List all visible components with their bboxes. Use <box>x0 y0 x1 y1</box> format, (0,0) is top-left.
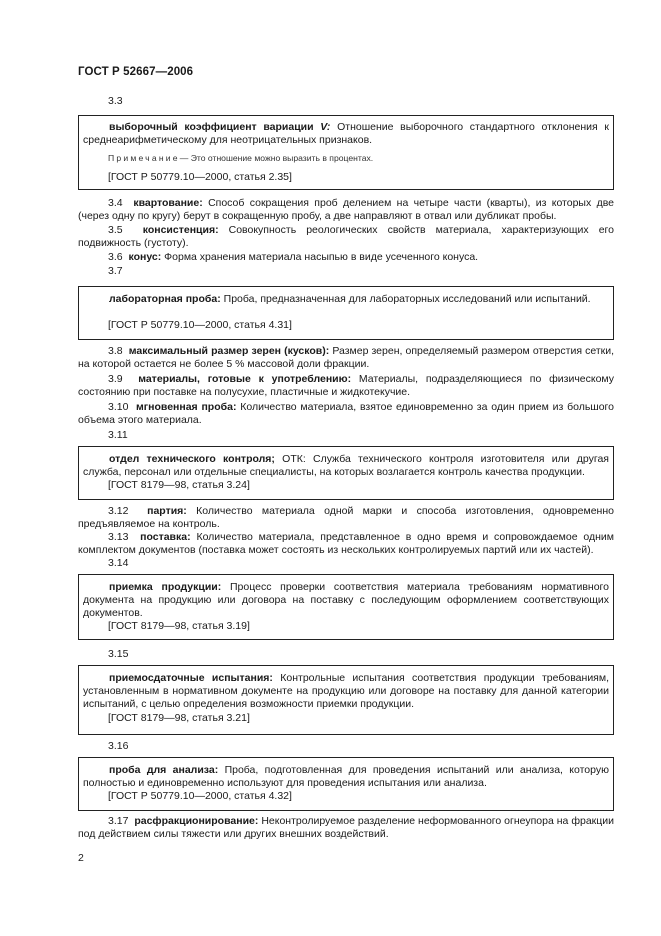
item-number: 3.16 <box>108 740 129 752</box>
document-header: ГОСТ Р 52667—2006 <box>78 66 194 78</box>
paragraph-3-12: 3.12 партия: Количество материала одной марки и способа изготовления, одновременно предъявляемое на контроль. <box>78 505 614 530</box>
paragraph-3-17: 3.17 расфракционирование: Неконтролируемое разделение неформованного огнеупора на фракции под действием силы тяжести или других внешних воздействий. <box>78 815 614 840</box>
paragraph-3-9: 3.9 материалы, готовые к употреблению: Материалы, подразделяющиеся по физическому состоянию при поставке на полусухие, пластичные и жидкотекучие. <box>78 373 615 398</box>
term: выборочный коэффициент вариации <box>109 121 314 133</box>
definition-text: отдел технического контроля; ОТК: Служба технического контроля изготовителя или другая служба, персонал или отдельные специалисты, на которых возлагается контроль качества продукции. <box>83 453 609 478</box>
definition-text <box>83 121 609 147</box>
definition-text: проба для анализа: Проба, подготовленная для проведения испытаний или анализа, которую полностью и единовременно используют для проведения испытания или анализа. <box>83 764 609 789</box>
definition-text: приемосдаточные испытания: Контрольные испытания соответствия продукции требованиям, установленным в нормативном документе на продукцию или договоре на поставку для данной категории испытаний, с целью определения возможности приемки продукции. <box>83 672 610 710</box>
paragraph-3-10: 3.10 мгновенная проба: Количество материала, взятое единовременно за один прием из большого объема этого материала. <box>78 401 614 426</box>
definition-box-3-3 <box>78 115 614 190</box>
reference: [ГОСТ 8179—98, статья 3.21] <box>108 712 250 724</box>
symbol: V: <box>320 121 331 133</box>
definition-text: лабораторная проба: Проба, предназначенная для лабораторных исследований или испытаний. <box>109 293 591 305</box>
reference: [ГОСТ 8179—98, статья 3.24] <box>108 479 250 491</box>
reference: [ГОСТ Р 50779.10—2000, статья 4.32] <box>108 790 292 802</box>
page-number: 2 <box>78 852 84 864</box>
definition-box-3-11 <box>78 446 614 500</box>
definition-text: приемка продукции: Процесс проверки соответствия материала требованиям нормативного документа на продукцию или договора на поставку с последующим оформлением соответствующих документов. <box>83 581 609 619</box>
definition-box-3-15 <box>78 665 614 735</box>
definition-box-3-7 <box>78 286 614 340</box>
reference: [ГОСТ 8179—98, статья 3.19] <box>108 620 250 632</box>
definition: Отношение выборочного стандартного отклонения к среднеарифметическому для неотрицательных признаков. <box>83 121 609 146</box>
item-number: 3.15 <box>108 648 129 660</box>
reference: [ГОСТ Р 50779.10—2000, статья 2.35] <box>108 171 292 183</box>
definition-box-3-16 <box>78 757 614 811</box>
item-number: 3.11 <box>108 429 128 441</box>
paragraph-3-4: 3.4 квартование: Способ сокращения проб делением на четыре части (кварты), из которых две (через одну по кругу) берут в сокращенную пробу, а две направляют в отвал или дубликат пробы. <box>78 197 615 222</box>
paragraph-3-8: 3.8 максимальный размер зерен (кусков): Размер зерен, определяемый размером отверстия сетки, на которой остается не более 5 % массовой доли фракции. <box>78 345 615 370</box>
paragraph-3-13: 3.13 поставка: Количество материала, представленное в одно время и сопровождаемое одним комплектом документов (поставка может состоять из нескольких контролируемых партий или их частей). <box>78 531 614 556</box>
paragraph-3-6: 3.6 конус: Форма хранения материала насыпью в виде усеченного конуса. <box>108 251 479 263</box>
note-label: Примечание <box>108 153 180 163</box>
item-number: 3.3 <box>108 95 123 107</box>
definition-box-3-14 <box>78 574 614 640</box>
paragraph-3-5: 3.5 консистенция: Совокупность реологических свойств материала, характеризующих его подвижность (густоту). <box>78 224 614 249</box>
reference: [ГОСТ Р 50779.10—2000, статья 4.31] <box>108 319 292 331</box>
note-text: — Это отношение можно выразить в процентах. <box>179 153 374 163</box>
item-number: 3.14 <box>108 557 129 569</box>
item-number: 3.7 <box>108 265 123 277</box>
note <box>108 153 373 164</box>
